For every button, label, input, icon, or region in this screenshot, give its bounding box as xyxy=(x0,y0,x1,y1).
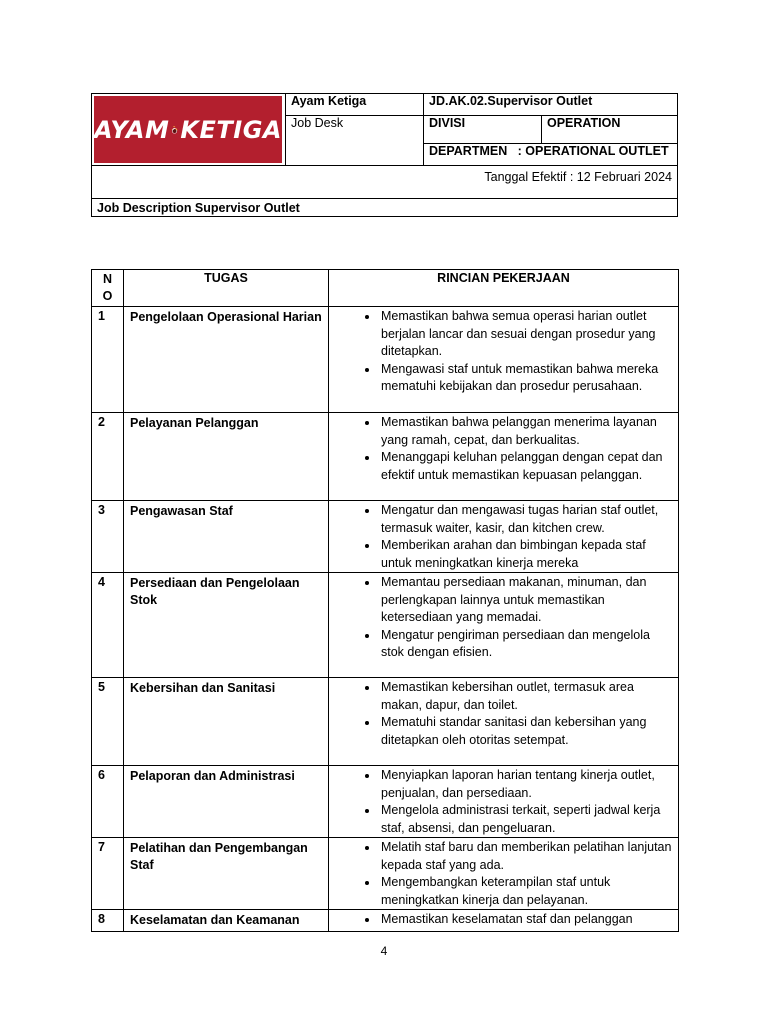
company-name: Ayam Ketiga xyxy=(286,94,424,116)
job-description-table xyxy=(91,269,679,932)
detail-list xyxy=(329,839,672,909)
list-item: • Memastikan bahwa pelanggan menerima layanan yang ramah, cepat, dan berkualitas. xyxy=(379,414,672,449)
table-row xyxy=(92,573,679,678)
effective-date: Tanggal Efektif : 12 Februari 2024 xyxy=(92,166,678,199)
task-name: Keselamatan dan Keamanan xyxy=(124,910,329,932)
list-item: • Mengelola administrasi terkait, seperti jadwal kerja staf, absensi, dan pengeluaran. xyxy=(379,802,672,837)
list-item: • Memastikan kebersihan outlet, termasuk area makan, dapur, dan toilet. xyxy=(379,679,672,714)
task-details xyxy=(329,413,679,501)
job-description-title: Job Description Supervisor Outlet xyxy=(92,199,678,217)
task-name: Pengawasan Staf xyxy=(124,501,329,573)
list-item: • Mengawasi staf untuk memastikan bahwa mereka mematuhi kebijakan dan prosedur perusahaan. xyxy=(379,361,672,396)
task-name: Kebersihan dan Sanitasi xyxy=(124,678,329,766)
list-item: • Memastikan keselamatan staf dan pelanggan xyxy=(379,911,672,929)
list-item: • Melatih staf baru dan memberikan pelatihan lanjutan kepada staf yang ada. xyxy=(379,839,672,874)
table-row xyxy=(92,678,679,766)
list-item: • Mematuhi standar sanitasi dan kebersihan yang ditetapkan oleh otoritas setempat. xyxy=(379,714,672,749)
list-item: • Memastikan bahwa semua operasi harian outlet berjalan lancar dan sesuai dengan prosedur yang ditetapkan. xyxy=(379,308,672,361)
detail-list xyxy=(329,414,672,484)
list-item: • Menanggapi keluhan pelanggan dengan cepat dan efektif untuk memastikan kepuasan pelanggan. xyxy=(379,449,672,484)
column-header-tugas: TUGAS xyxy=(124,270,329,307)
task-details xyxy=(329,307,679,413)
divisi-value: OPERATION xyxy=(542,116,678,144)
detail-list xyxy=(329,308,672,396)
row-number: 3 xyxy=(92,501,124,573)
detail-list xyxy=(329,574,672,662)
divisi-label: DIVISI xyxy=(424,116,542,144)
task-name: Pengelolaan Operasional Harian xyxy=(124,307,329,413)
list-item: • Memantau persediaan makanan, minuman, dan perlengkapan lainnya untuk memastikan ketersediaan yang memadai. xyxy=(379,574,672,627)
row-number: 4 xyxy=(92,573,124,678)
row-number: 2 xyxy=(92,413,124,501)
list-item: • Memberikan arahan dan bimbingan kepada staf untuk meningkatkan kinerja mereka xyxy=(379,537,672,572)
logo-text-left: AYAM xyxy=(94,115,170,144)
row-number: 8 xyxy=(92,910,124,932)
task-details xyxy=(329,678,679,766)
task-details xyxy=(329,501,679,573)
row-number: 1 xyxy=(92,307,124,413)
task-details xyxy=(329,766,679,838)
task-details xyxy=(329,573,679,678)
task-details xyxy=(329,910,679,932)
task-name: Pelaporan dan Administrasi xyxy=(124,766,329,838)
detail-list xyxy=(329,679,672,749)
table-row xyxy=(92,838,679,910)
task-name: Pelatihan dan Pengembangan Staf xyxy=(124,838,329,910)
column-header-rincian: RINCIAN PEKERJAAN xyxy=(329,270,679,307)
table-header-row xyxy=(92,270,679,307)
ayam-ketiga-logo xyxy=(94,96,282,163)
table-row xyxy=(92,413,679,501)
task-name: Persediaan dan Pengelolaan Stok xyxy=(124,573,329,678)
task-name: Pelayanan Pelanggan xyxy=(124,413,329,501)
departmen-field: DEPARTMEN : OPERATIONAL OUTLET xyxy=(424,144,678,166)
detail-list xyxy=(329,502,672,572)
table-row xyxy=(92,910,679,932)
document-header-table xyxy=(91,93,678,217)
document-code: JD.AK.02.Supervisor Outlet xyxy=(424,94,678,116)
list-item: • Menyiapkan laporan harian tentang kinerja outlet, penjualan, dan persediaan. xyxy=(379,767,672,802)
detail-list xyxy=(329,911,672,929)
list-item: • Mengatur dan mengawasi tugas harian staf outlet, termasuk waiter, kasir, dan kitchen crew. xyxy=(379,502,672,537)
detail-list xyxy=(329,767,672,837)
page-number: 4 xyxy=(380,944,388,958)
table-row xyxy=(92,766,679,838)
logo-cell xyxy=(92,94,286,166)
list-item: • Mengatur pengiriman persediaan dan mengelola stok dengan efisien. xyxy=(379,627,672,662)
logo-text-right: KETIGA xyxy=(180,115,282,144)
table-row xyxy=(92,307,679,413)
document-type: Job Desk xyxy=(286,116,424,166)
row-number: 6 xyxy=(92,766,124,838)
list-item: • Mengembangkan keterampilan staf untuk meningkatkan kinerja dan pelayanan. xyxy=(379,874,672,909)
column-header-no: N O xyxy=(92,270,124,307)
row-number: 7 xyxy=(92,838,124,910)
rooster-icon xyxy=(171,108,178,152)
task-details xyxy=(329,838,679,910)
row-number: 5 xyxy=(92,678,124,766)
table-row xyxy=(92,501,679,573)
